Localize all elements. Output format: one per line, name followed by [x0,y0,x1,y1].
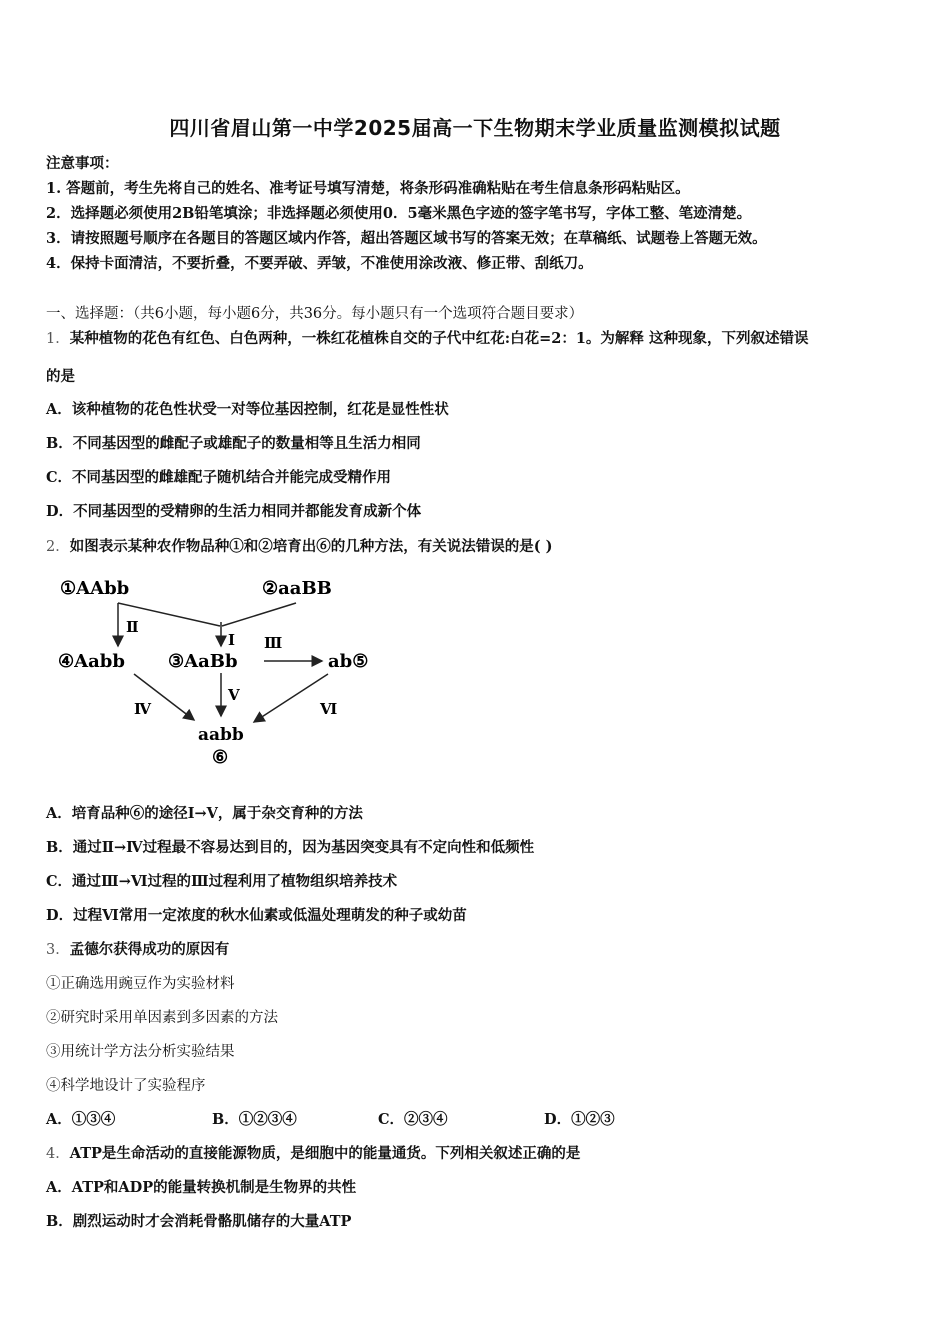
q2-option-d: D．过程Ⅵ常用一定浓度的秋水仙素或低温处理萌发的种子或幼苗 [46,907,467,924]
question-number: 4． [46,1146,70,1162]
node-6-number: ⑥ [212,747,229,768]
q2-option-b: B．通过Ⅱ→Ⅳ过程最不容易达到目的，因为基因突变具有不定向性和低频性 [46,839,535,856]
node-2: ②aaBB [262,578,332,599]
notice-item-3: 3．请按照题号顺序在各题目的答题区域内作答，超出答题区域书写的答案无效；在草稿纸、试题卷上答题无效。 [46,230,767,247]
question-1-stem-cont: 的是 [46,368,75,385]
q4-option-b: B．剧烈运动时才会消耗骨骼肌储存的大量ATP [46,1213,352,1230]
q1-option-a: A．该种植物的花色性状受一对等位基因控制，红花是显性性状 [46,401,449,418]
question-4 [46,1142,580,1163]
label-I: Ⅰ [228,631,236,649]
q2-option-a: A．培育品种⑥的途径Ⅰ→Ⅴ，属于杂交育种的方法 [46,805,363,822]
q3-item-4: ④科学地设计了实验程序 [46,1078,206,1094]
question-number: 2． [46,539,70,555]
question-stem: 如图表示某种农作物品种①和②培育出⑥的几种方法，有关说法错误的是( ) [69,538,553,555]
notice-item-4: 4．保持卡面清洁，不要折叠，不要弄破、弄皱，不准使用涂改液、修正带、刮纸刀。 [46,255,593,272]
node-5: ab⑤ [328,651,369,672]
q3-option-a: A．①③④ [46,1111,116,1128]
question-3 [46,938,229,959]
breeding-diagram [56,570,396,770]
notice-item-2: 2．选择题必须使用2B铅笔填涂；非选择题必须使用0．5毫米黑色字迹的签字笔书写，字体工整、笔迹清楚。 [46,205,752,222]
label-III: Ⅲ [264,634,283,652]
section-heading: 一、选择题：（共6小题，每小题6分，共36分。每小题只有一个选项符合题目要求） [46,306,584,322]
node-3: ③AaBb [168,651,238,672]
question-stem: 孟德尔获得成功的原因有 [69,941,230,958]
q3-item-2: ②研究时采用单因素到多因素的方法 [46,1010,278,1026]
label-V: Ⅴ [228,686,240,704]
question-stem: ATP是生命活动的直接能源物质，是细胞中的能量通货。下列相关叙述正确的是 [69,1145,581,1162]
q3-item-3: ③用统计学方法分析实验结果 [46,1044,235,1060]
q4-option-a: A．ATP和ADP的能量转换机制是生物界的共性 [46,1179,357,1196]
q3-options [46,1108,615,1129]
q1-option-c: C．不同基因型的雌雄配子随机结合并能完成受精作用 [46,469,392,486]
q2-option-c: C．通过Ⅲ→Ⅵ过程的Ⅲ过程利用了植物组织培养技术 [46,873,398,890]
node-4: ④Aabb [58,651,125,672]
arrow-VI [254,674,328,722]
q3-item-1: ①正确选用豌豆作为实验材料 [46,976,235,992]
exam-title: 四川省眉山第一中学2025届高一下生物期末学业质量监测模拟试题 [169,116,781,140]
label-IV: Ⅳ [134,700,152,718]
label-II: Ⅱ [126,618,139,636]
node-1: ①AAbb [60,578,130,599]
arrow-I-right [222,603,296,626]
q3-option-b: B．①②③④ [212,1111,297,1128]
q1-option-d: D．不同基因型的受精卵的生活力相同并都能发育成新个体 [46,503,422,520]
question-stem: 某种植物的花色有红色、白色两种，一株红花植株自交的子代中红花:白花=2：1。为解释 这种现象，下列叙述错误 [69,330,809,347]
question-1 [46,327,808,348]
label-VI: Ⅵ [320,700,338,718]
q3-option-d: D．①②③ [544,1111,615,1128]
question-number: 1． [46,331,70,347]
node-6-genotype: aabb [198,725,244,745]
q1-option-b: B．不同基因型的雌配子或雄配子的数量相等且生活力相同 [46,435,421,452]
notice-item-1: 1. 答题前，考生先将自己的姓名、准考证号填写清楚，将条形码准确粘贴在考生信息条形码粘贴区。 [46,180,690,197]
question-number: 3． [46,942,70,958]
notice-heading: 注意事项： [46,155,119,172]
question-2 [46,535,553,556]
q3-option-c: C．②③④ [378,1111,448,1128]
